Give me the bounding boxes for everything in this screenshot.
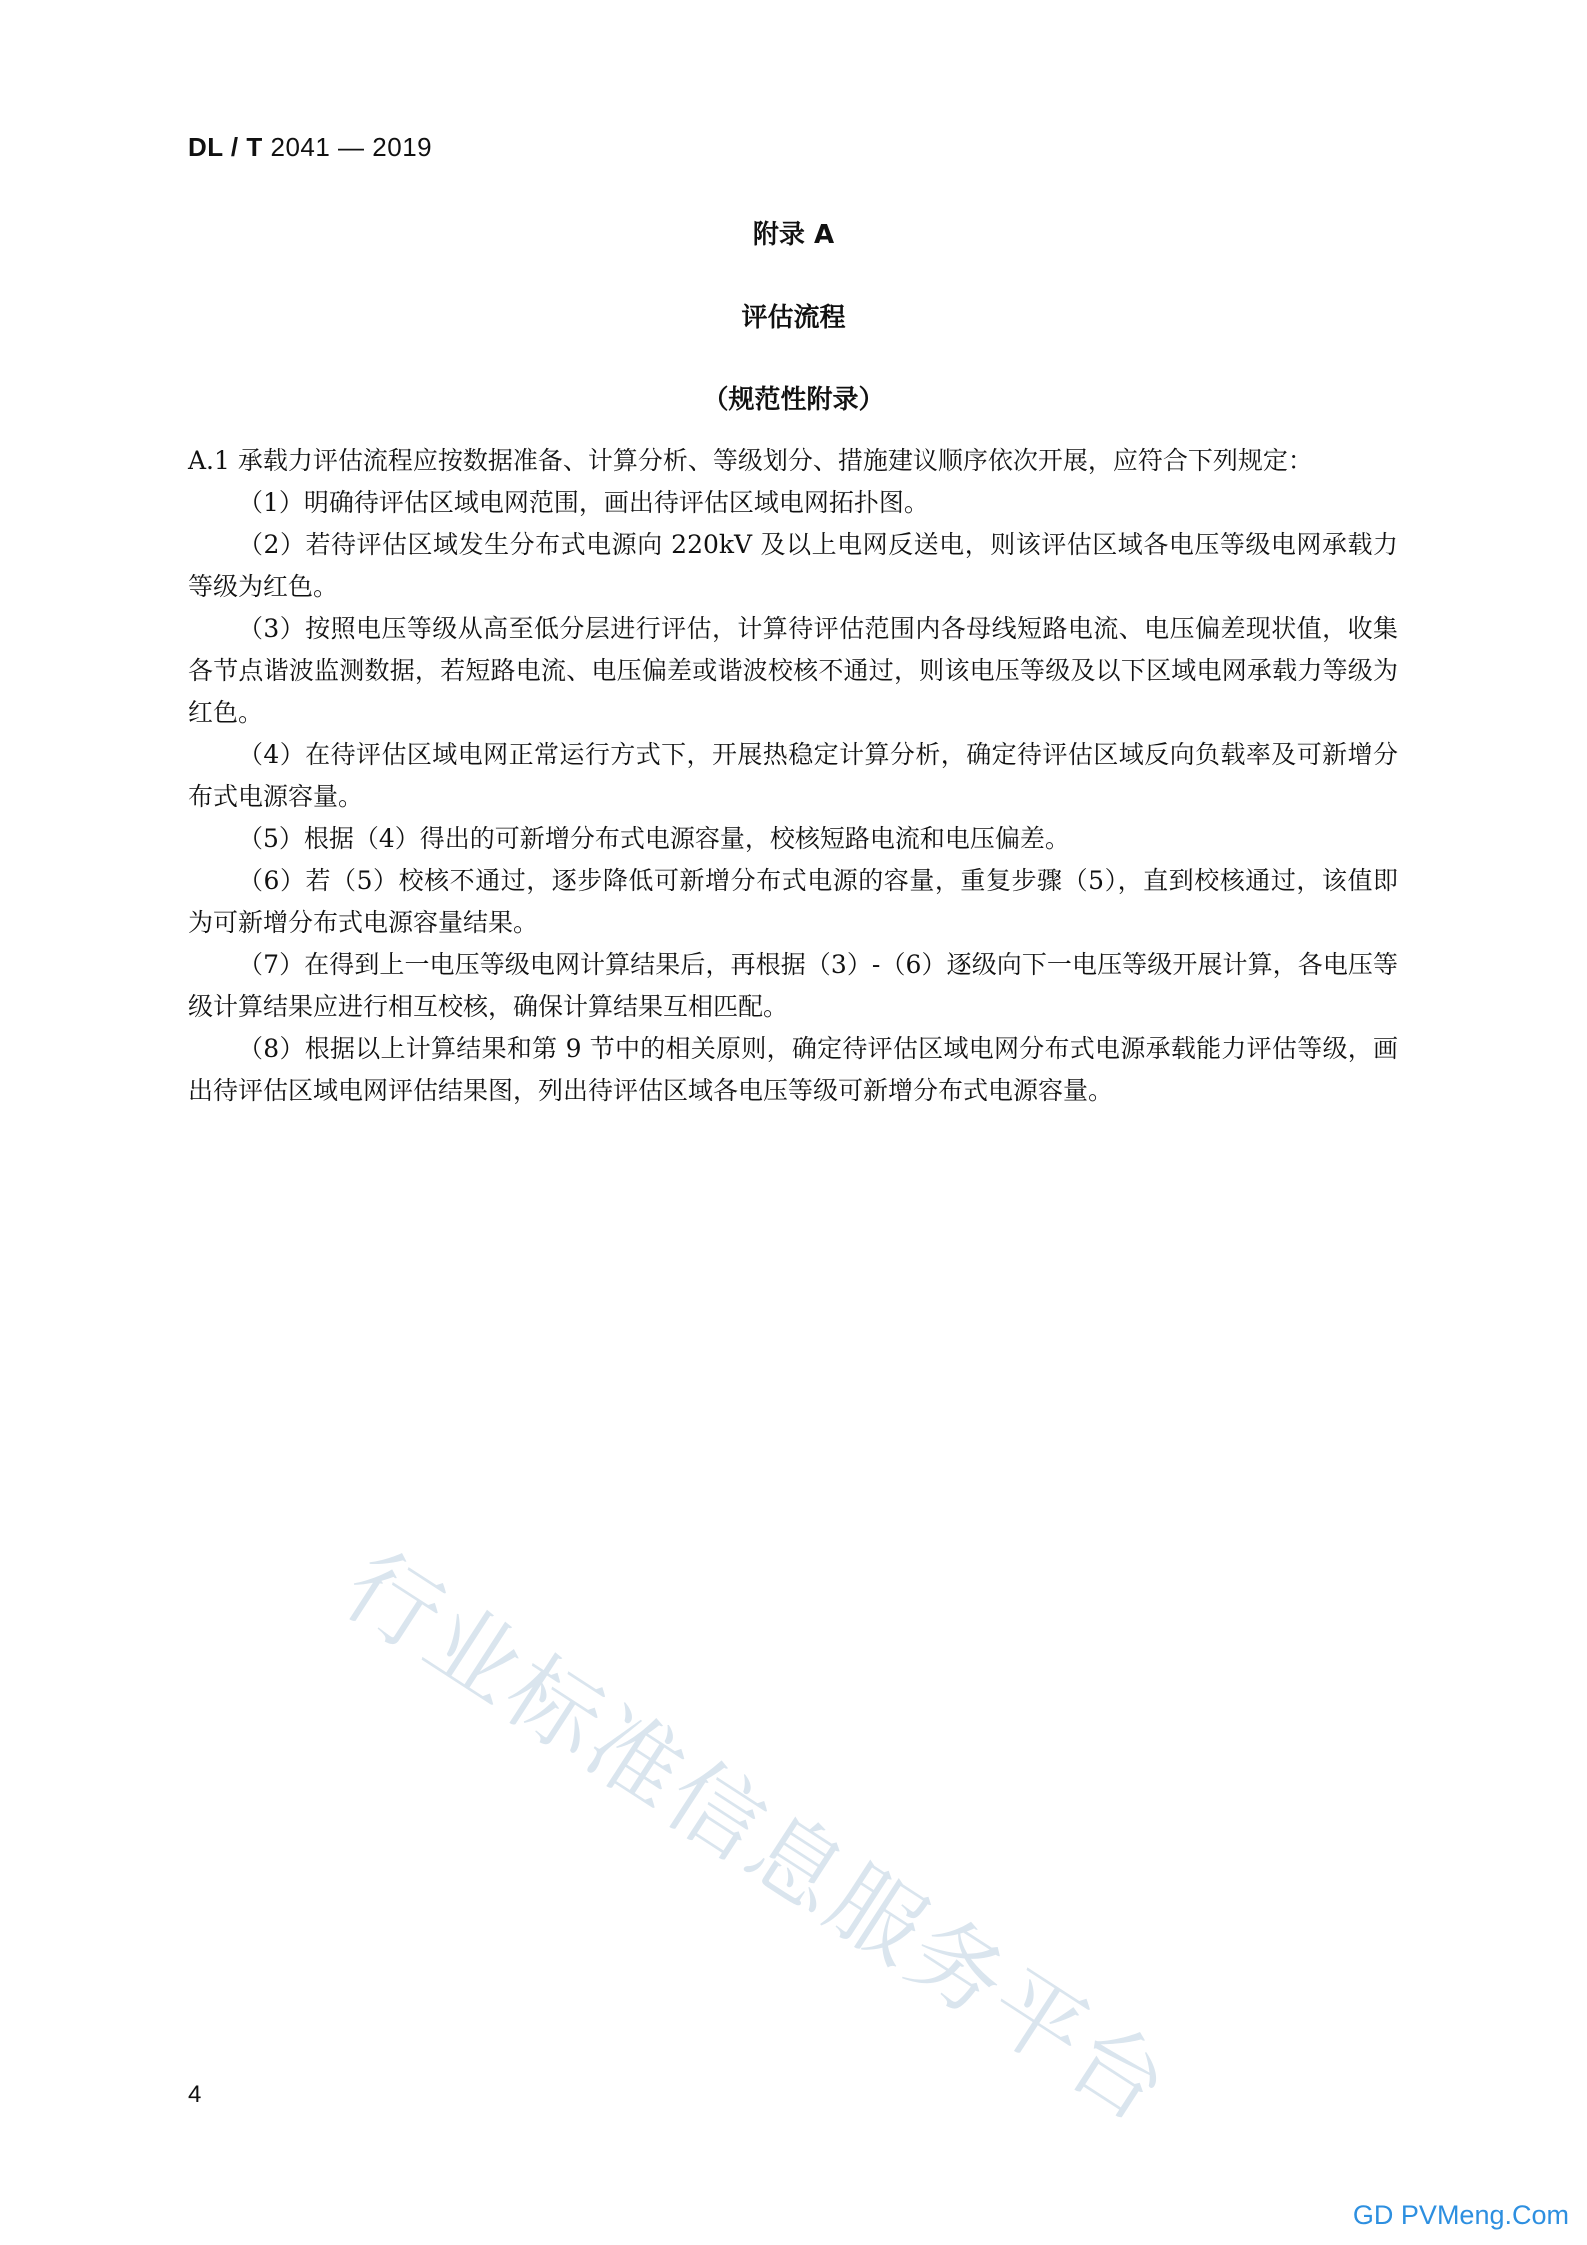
clause-item-1: （1）明确待评估区域电网范围，画出待评估区域电网拓扑图。 bbox=[238, 488, 929, 517]
page-number: 4 bbox=[188, 2081, 202, 2108]
clause-item-8: （8）根据以上计算结果和第 9 节中的相关原则，确定待评估区域电网分布式电源承载能力评估等级，画出待评估区域电网评估结果图，列出待评估区域各电压等级可新增分布式电源容量。 bbox=[188, 1034, 1398, 1105]
clause-item-6: （6）若（5）校核不通过，逐步降低可新增分布式电源的容量，重复步骤（5），直到校核通过，该值即为可新增分布式电源容量结果。 bbox=[188, 866, 1398, 937]
clause-item-2: （2）若待评估区域发生分布式电源向 220kV 及以上电网反送电，则该评估区域各电压等级电网承载力等级为红色。 bbox=[188, 530, 1398, 601]
appendix-label: 附录 A bbox=[752, 220, 835, 250]
watermark: 行业标准信息服务平台 bbox=[325, 1531, 1190, 2145]
standard-number: 2041 — 2019 bbox=[270, 132, 433, 162]
document-header bbox=[188, 132, 432, 163]
clause-item-4: （4）在待评估区域电网正常运行方式下，开展热稳定计算分析，确定待评估区域反向负载率及可新增分布式电源容量。 bbox=[188, 740, 1398, 811]
clause-item-5: （5）根据（4）得出的可新增分布式电源容量，校核短路电流和电压偏差。 bbox=[238, 824, 1070, 853]
appendix-body bbox=[188, 440, 1398, 1112]
appendix-note: （规范性附录） bbox=[702, 385, 885, 415]
appendix-title: 评估流程 bbox=[741, 303, 846, 333]
site-watermark: GD PVMeng.Com bbox=[1352, 2200, 1569, 2230]
clause-a1-lead: A.1 承载力评估流程应按数据准备、计算分析、等级划分、措施建议顺序依次开展，应符合下列规定： bbox=[188, 446, 1313, 475]
clause-item-3: （3）按照电压等级从高至低分层进行评估，计算待评估范围内各母线短路电流、电压偏差现状值，收集各节点谐波监测数据，若短路电流、电压偏差或谐波校核不通过，则该电压等级及以下区域电网承载力等级为红色。 bbox=[188, 614, 1398, 727]
clause-item-7: （7）在得到上一电压等级电网计算结果后，再根据（3）-（6）逐级向下一电压等级开展计算，各电压等级计算结果应进行相互校核，确保计算结果互相匹配。 bbox=[188, 950, 1398, 1021]
standard-code: DL / T bbox=[188, 132, 263, 162]
